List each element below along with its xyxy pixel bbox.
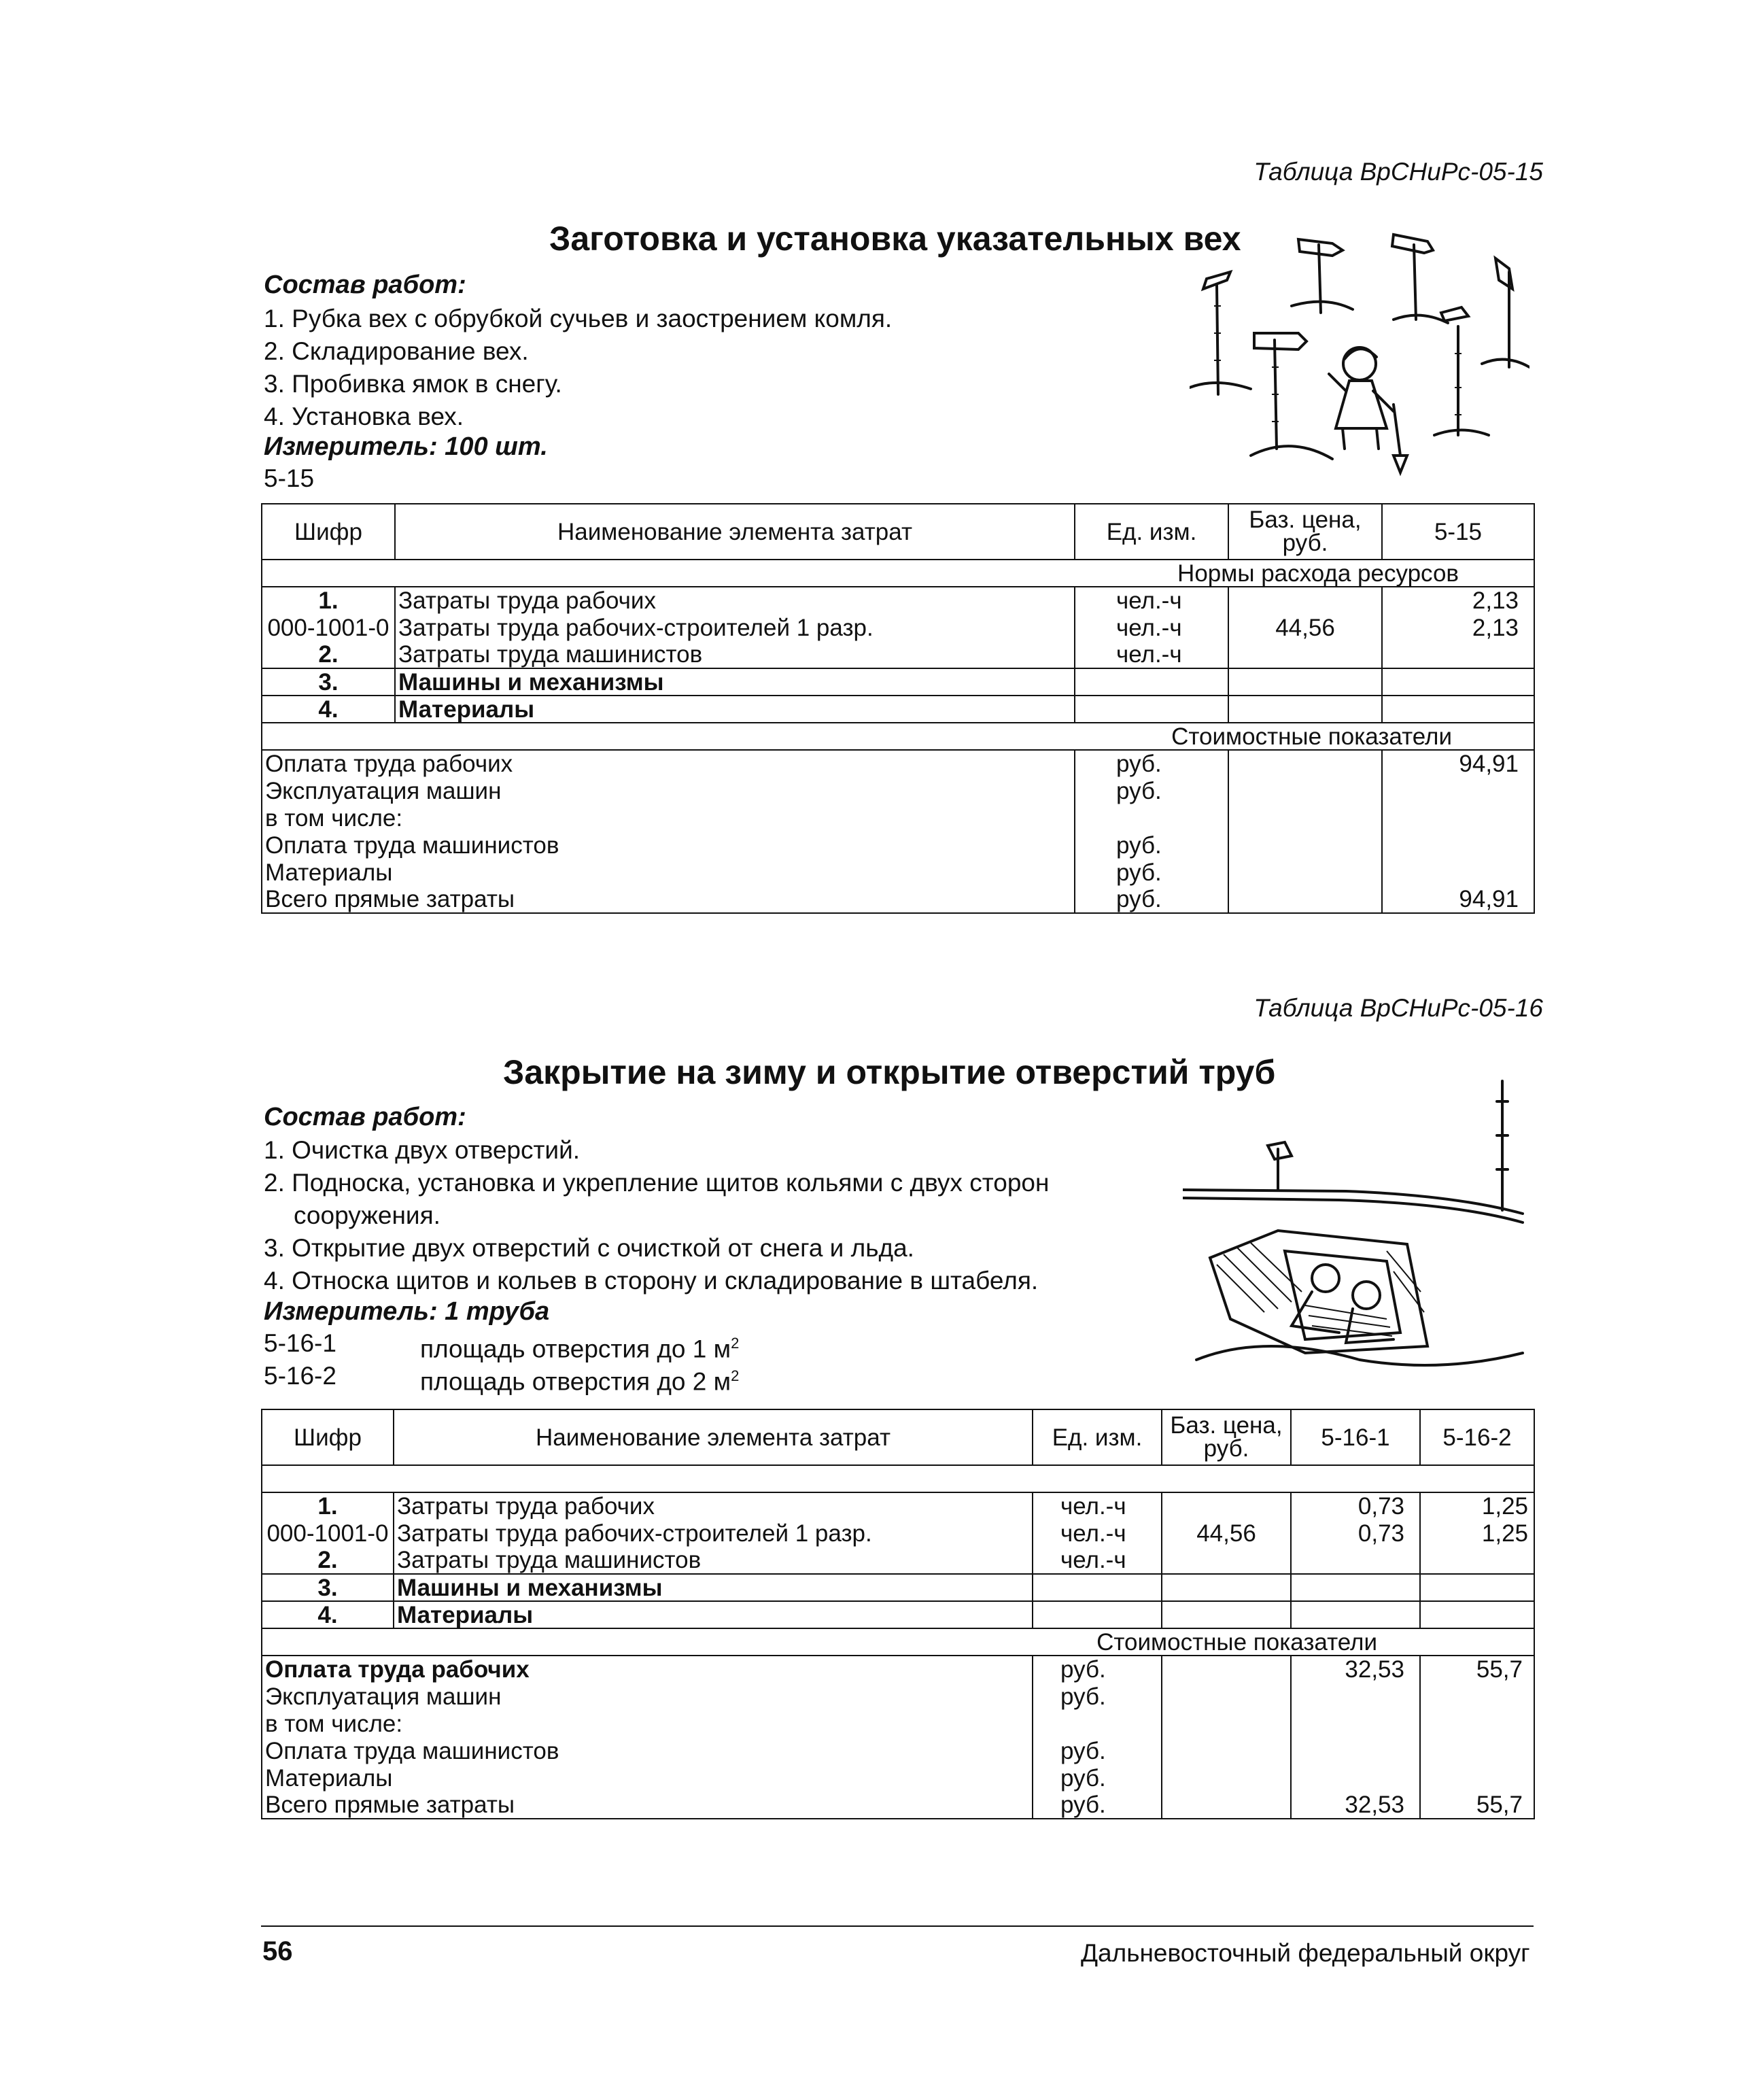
cost-label: Стоимостные показатели [262,723,1534,750]
header-unit: Ед. изм. [1033,1409,1162,1465]
variant-text: площадь отверстия до 1 $м^2$ [420,1335,740,1363]
works-item: 1. Рубка вех с обрубкой сучьев и заострением комля. [264,305,893,332]
cost-label: Стоимостные показатели [262,1628,1534,1656]
table-row: 3. Машины и механизмы [262,668,1534,696]
works-item: 2. Складирование вех. [264,337,529,365]
table-row: 4. Материалы [262,1601,1534,1628]
header-variant: 5-15 [1382,504,1534,560]
cost-row: Оплата труда машинистов руб. [262,1737,1534,1764]
table-row: 1. Затраты труда рабочих чел.-ч 2,13 [262,587,1534,614]
cost-section-row [262,723,1534,750]
works-list [264,303,892,433]
works-heading: Состав работ: [264,1103,466,1131]
resource-table [261,1409,1535,1819]
table-row: 2. Затраты труда машинистов чел.-ч [262,641,1534,668]
works-item: 1. Очистка двух отверстий. [264,1136,581,1164]
header-variant: 5-16-1 [1291,1409,1420,1465]
table-reference: Таблица ВрСНиРс-05-15 [1253,158,1543,186]
header-name: Наименование элемента затрат [394,1409,1033,1465]
cost-row: Материалы руб. [262,1764,1534,1792]
variant-code: 5-16-1 [264,1329,336,1357]
table-header-row [262,504,1534,560]
section-title: Закрытие на зиму и открытие отверстий труб [503,1053,1276,1091]
cost-row: в том числе: [262,804,1534,832]
variant-text: площадь отверстия до 2 $м^2$ [420,1367,740,1396]
resource-table [261,503,1535,914]
pipe-opening-illustration [1183,1074,1529,1373]
cost-row: Оплата труда рабочих руб. 94,91 [262,750,1534,777]
meter-label: Измеритель: 1 труба [264,1297,550,1326]
cost-row: Оплата труда рабочих руб. 32,53 55,7 [262,1656,1534,1683]
header-price: Баз. цена, руб. [1228,504,1382,560]
works-item: 2. Подноска, установка и укрепление щитов кольями с двух сторон [264,1169,1050,1197]
works-item: 4. Установка вех. [264,402,464,430]
table-row: 3. Машины и механизмы [262,1574,1534,1601]
works-item: 3. Пробивка ямок в снегу. [264,370,562,398]
header-name: Наименование элемента затрат [395,504,1075,560]
works-item: сооружения. [294,1201,440,1229]
table-row: 000-1001-0 Затраты труда рабочих-строителей 1 разр. чел.-ч 44,56 2,13 [262,614,1534,641]
norms-section-row [262,560,1534,587]
page-number: 56 [262,1936,293,1966]
variant-row [264,1360,740,1396]
cost-row: Оплата труда машинистов руб. [262,832,1534,859]
section-title: Заготовка и установка указательных вех [549,220,1241,258]
works-item: 4. Относка щитов и кольев в сторону и складирование в штабеля. [264,1267,1039,1295]
norms-label: Нормы расхода ресурсов [262,560,1534,587]
header-code: Шифр [262,504,395,560]
table-reference: Таблица ВрСНиРс-05-16 [1253,994,1543,1022]
footer-divider [261,1925,1534,1927]
header-unit: Ед. изм. [1075,504,1228,560]
cost-row: Материалы руб. [262,859,1534,886]
norms-section-row [262,1465,1534,1492]
works-heading: Состав работ: [264,271,466,299]
table-row: 4. Материалы [262,696,1534,723]
cost-row: Эксплуатация машин руб. [262,777,1534,804]
table-row: 2. Затраты труда машинистов чел.-ч [262,1547,1534,1574]
cost-row: Всего прямые затраты руб. 94,91 [262,886,1534,913]
table-row: 000-1001-0 Затраты труда рабочих-строителей 1 разр. чел.-ч 44,56 0,73 1,25 [262,1520,1534,1547]
cost-row: в том числе: [262,1710,1534,1737]
works-item: 3. Открытие двух отверстий с очисткой от снега и льда. [264,1234,914,1262]
header-variant: 5-16-2 [1420,1409,1534,1465]
snow-markers-illustration [1190,231,1529,490]
header-code: Шифр [262,1409,394,1465]
variant-row [264,1327,740,1363]
table-header-row [262,1409,1534,1465]
meter-label: Измеритель: 100 шт. [264,432,548,461]
cost-section-row [262,1628,1534,1656]
variant-code: 5-16-2 [264,1362,336,1390]
cost-row: Всего прямые затраты руб. 32,53 55,7 [262,1792,1534,1819]
cost-row: Эксплуатация машин руб. [262,1683,1534,1710]
works-list [264,1134,1049,1297]
norm-code: 5-15 [264,464,315,492]
footer-region: Дальневосточный федеральный округ [1081,1939,1530,1967]
table-row: 1. Затраты труда рабочих чел.-ч 0,73 1,25 [262,1492,1534,1520]
header-price: Баз. цена, руб. [1162,1409,1291,1465]
